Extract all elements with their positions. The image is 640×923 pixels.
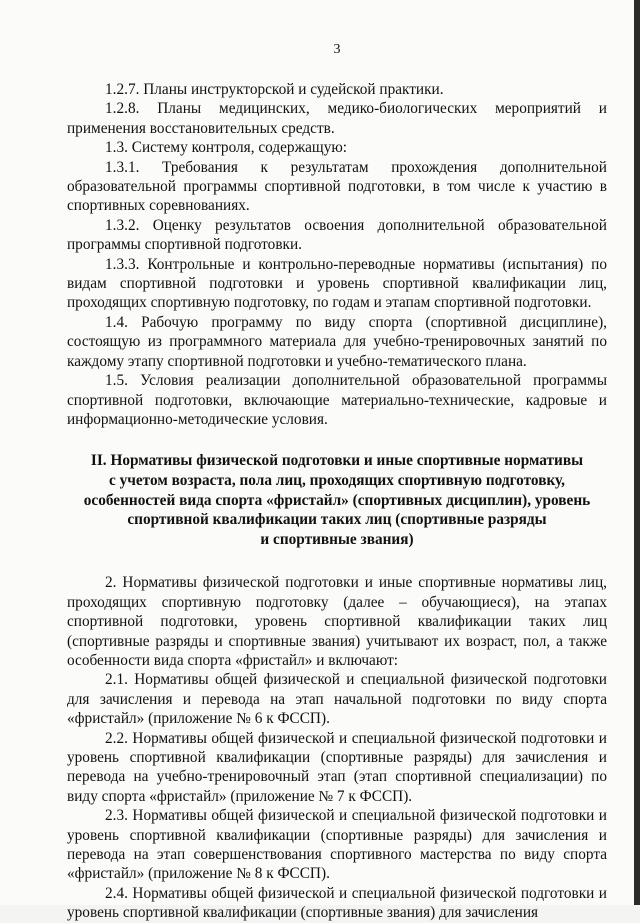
paragraph-1-4: 1.4. Рабочую программу по виду спорта (спортивной дисциплине), состоящую из программного материала для учебно-тренировочных занятий по каждому этапу спортивной подготовки и учебно-тематического плана. xyxy=(67,313,607,370)
section-1-continued xyxy=(67,80,607,429)
paragraph-1-3-3: 1.3.3. Контрольные и контрольно-переводные нормативы (испытания) по видам спортивной подготовки и уровень спортивной квалификации лиц, проходящих спортивную подготовку, по годам и этапам спортивной подготовки. xyxy=(67,255,607,312)
heading-line: и спортивные звания) xyxy=(260,530,414,548)
paragraph-2-3: 2.3. Нормативы общей физической и специальной физической подготовки и уровень спортивной квалификации (спортивные разряды) для зачисления и перевода на этап совершенствования спортивного мастерства по виду спорта «фристайл» (приложение № 8 к ФССП). xyxy=(67,807,607,883)
paragraph-2: 2. Нормативы физической подготовки и иные спортивные нормативы лиц, проходящих спортивную подготовку (далее – обучающиеся), на этапах спортивной подготовки, уровень спортивной квалификации таких лиц (спортивные разряды и спортивные звания) учитывают их возраст, пол, а также особенности вида спорта «фристайл» и включают: xyxy=(67,574,607,669)
paragraph-1-3: 1.3. Систему контроля, содержащую: xyxy=(105,139,348,157)
paragraph-1-2-8: 1.2.8. Планы медицинских, медико-биологических мероприятий и применения восстановительных средств. xyxy=(67,100,607,137)
section-2-body xyxy=(67,573,607,922)
paragraph-1-2-7: 1.2.7. Планы инструкторской и судейской практики. xyxy=(105,81,444,98)
paragraph-2-1: 2.1. Нормативы общей физической и специальной физической подготовки для зачисления и перевода на этап начальной подготовки по виду спорта «фристайл» (приложение № 6 к ФССП). xyxy=(67,671,607,728)
paragraph-1-3-1: 1.3.1. Требования к результатам прохождения дополнительной образовательной программы спортивной подготовки, в том числе к участию в спортивных соревнованиях. xyxy=(67,158,607,215)
section-2-heading xyxy=(67,451,607,549)
heading-line: с учетом возраста, пола лиц, проходящих спортивную подготовку, xyxy=(108,471,565,489)
paragraph-1-5: 1.5. Условия реализации дополнительной образовательной программы спортивной подготовки, включающие материально-технические, кадровые и информационно-методические условия. xyxy=(67,372,607,428)
paragraph-2-2: 2.2. Нормативы общей физической и специальной физической подготовки и уровень спортивной квалификации (спортивные разряды) для зачисления и перевода на учебно-тренировочный этап (этап спортивной специализации) по виду спорта «фристайл» (приложение № 7 к ФССП). xyxy=(67,729,607,805)
heading-line: II. Нормативы физической подготовки и иные спортивные нормативы xyxy=(90,452,584,470)
heading-line: спортивной квалификации таких лиц (спортивные разряды xyxy=(127,511,547,529)
heading-line: особенностей вида спорта «фристайл» (спортивных дисциплин), уровень xyxy=(83,491,591,509)
paragraph-1-3-2: 1.3.2. Оценку результатов освоения дополнительной образовательной программы спортивной подготовки. xyxy=(67,216,607,254)
scan-edge xyxy=(634,0,640,905)
page-number: 3 xyxy=(333,42,341,57)
paragraph-2-4: 2.4. Нормативы общей физической и специальной физической подготовки и уровень спортивной квалификации (спортивные звания) для зачисления xyxy=(67,884,607,922)
